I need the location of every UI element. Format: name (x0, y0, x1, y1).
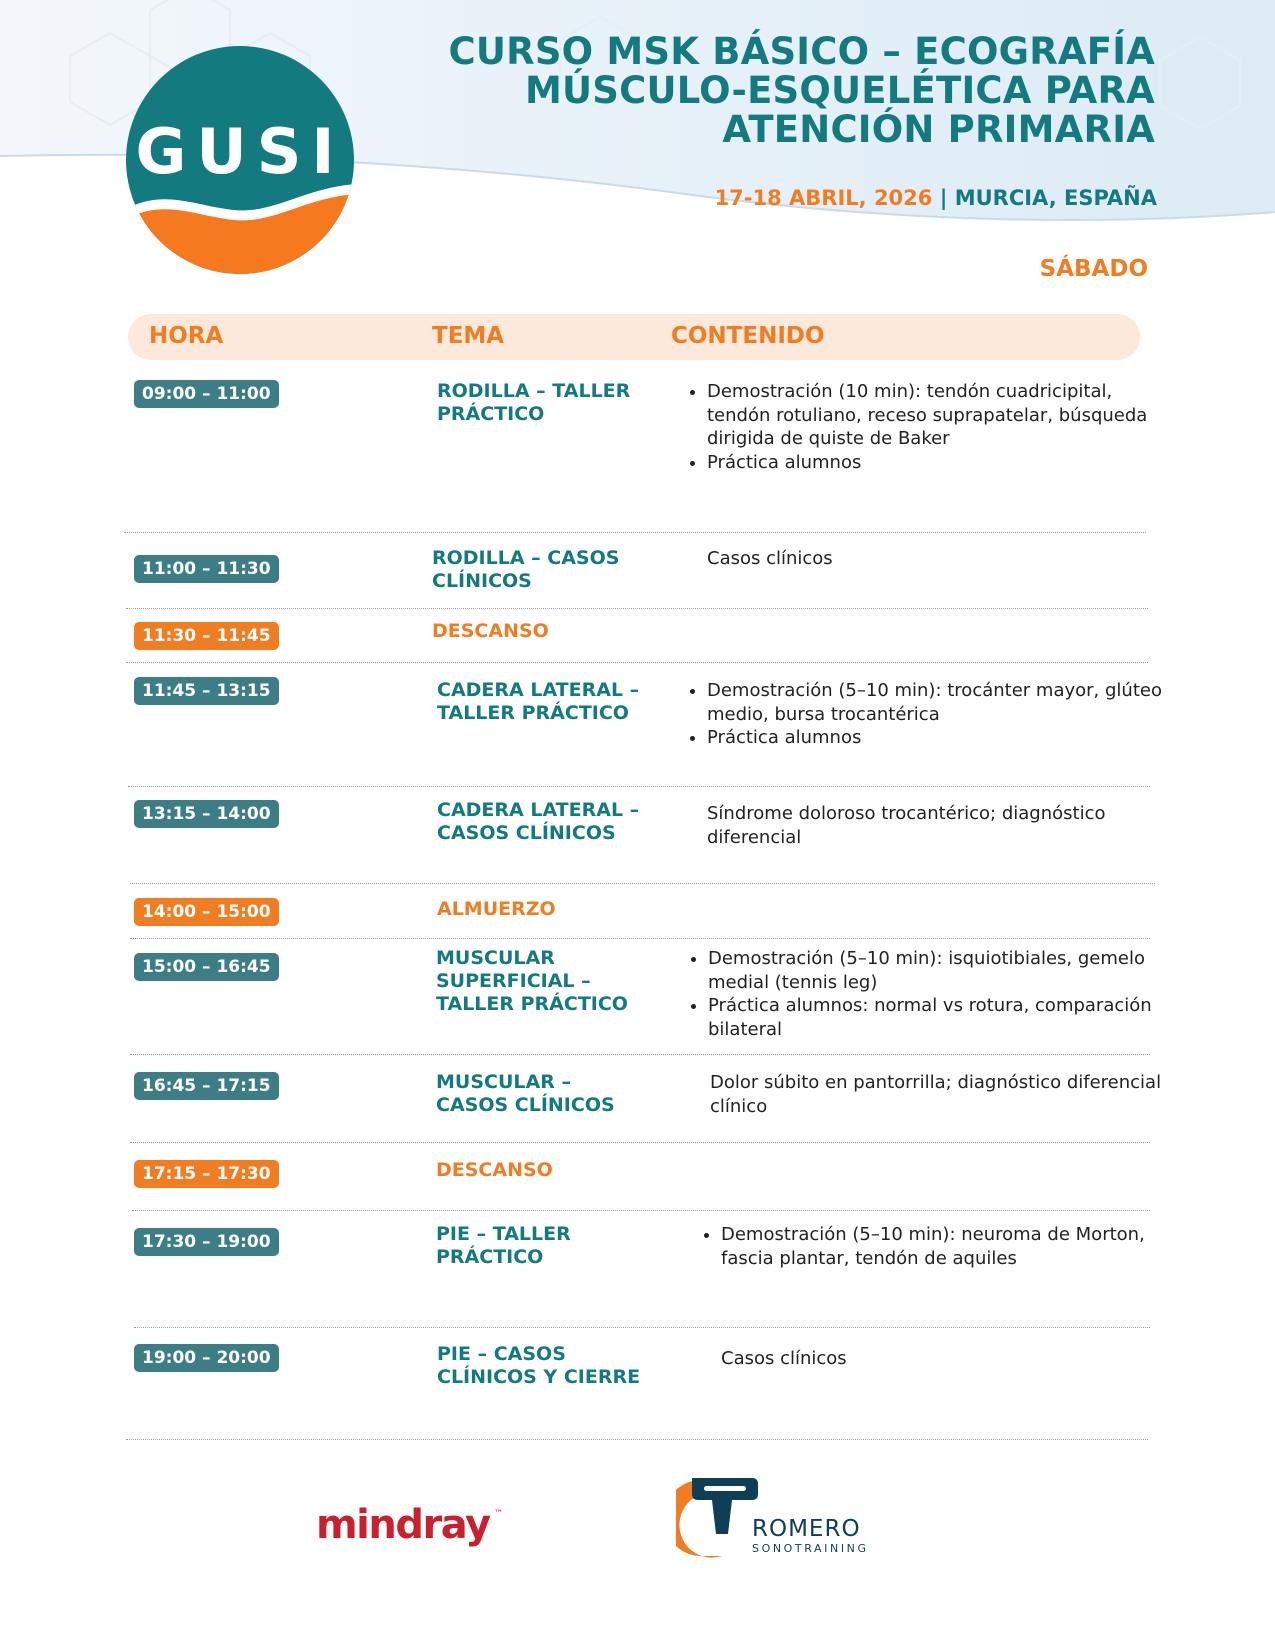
event-date: 17-18 ABRIL, 2026 (714, 186, 933, 210)
column-header-tema: TEMA (432, 323, 505, 349)
row-divider (126, 608, 1148, 609)
row-content: Dolor súbito en pantorrilla; diagnóstico diferencial clínico (710, 1072, 1162, 1117)
svg-text:™: ™ (494, 1509, 503, 1519)
column-header-hora: HORA (149, 323, 224, 349)
row-topic: MUSCULAR – CASOS CLÍNICOS (436, 1071, 615, 1116)
svg-text:ROMERO: ROMERO (752, 1516, 861, 1542)
content-bullet: • Demostración (5–10 min): neuroma de Morton, fascia plantar, tendón de aquiles (721, 1223, 1181, 1270)
title-line-1: CURSO MSK BÁSICO – ECOGRAFÍA (448, 30, 1155, 73)
row-divider (126, 662, 1148, 663)
row-topic: CADERA LATERAL – TALLER PRÁCTICO (437, 679, 640, 724)
row-content (684, 947, 1168, 1041)
table-header (128, 314, 1140, 360)
time-badge: 15:00 – 16:45 (134, 953, 279, 981)
time-badge: 17:15 – 17:30 (134, 1160, 279, 1188)
event-place: MURCIA, ESPAÑA (954, 186, 1157, 210)
title-line-3: ATENCIÓN PRIMARIA (722, 108, 1155, 151)
content-bullet: • Demostración (10 min): tendón cuadricipital, tendón rotuliano, receso suprapatelar, búsqueda dirigida de quiste de Baker (707, 380, 1167, 451)
time-badge: 17:30 – 19:00 (134, 1228, 279, 1256)
row-divider (130, 1054, 1150, 1055)
row-content: Casos clínicos (721, 1348, 847, 1369)
time-badge: 14:00 – 15:00 (134, 898, 279, 926)
row-content (697, 1223, 1181, 1270)
time-badge: 19:00 – 20:00 (134, 1344, 279, 1372)
row-topic: DESCANSO (432, 620, 549, 642)
gusi-logo (124, 44, 356, 276)
column-header-contenido: CONTENIDO (671, 323, 825, 349)
content-bullet: • Práctica alumnos (707, 726, 1167, 750)
row-topic: RODILLA – CASOS CLÍNICOS (432, 547, 620, 592)
title-line-2: MÚSCULO-ESQUELÉTICA PARA (525, 69, 1155, 112)
row-content (683, 679, 1167, 750)
time-badge: 11:45 – 13:15 (134, 677, 279, 705)
content-bullet: • Demostración (5–10 min): isquiotibiales, gemelo medial (tennis leg) (708, 947, 1168, 994)
romero-sonotraining-logo (676, 1474, 896, 1564)
row-divider (134, 1327, 1150, 1328)
row-content: Casos clínicos (707, 548, 833, 569)
date-location (715, 186, 1157, 210)
row-topic: PIE – TALLER PRÁCTICO (436, 1223, 571, 1268)
row-content: Síndrome doloroso trocantérico; diagnóstico diferencial (707, 803, 1106, 848)
time-badge: 13:15 – 14:00 (134, 800, 279, 828)
row-divider (132, 1210, 1150, 1211)
content-bullet: • Demostración (5–10 min): trocánter mayor, glúteo medio, bursa trocantérica (707, 679, 1167, 726)
time-badge: 16:45 – 17:15 (134, 1072, 279, 1100)
day-label: SÁBADO (1039, 256, 1148, 282)
row-divider (126, 1439, 1148, 1440)
content-bullet: • Práctica alumnos (707, 451, 1167, 475)
time-badge: 09:00 – 11:00 (134, 380, 279, 408)
row-divider (130, 1142, 1150, 1143)
logo-text: GUSI (135, 115, 345, 188)
svg-text:mindray: mindray (316, 1502, 490, 1548)
row-divider (130, 938, 1150, 939)
row-topic: DESCANSO (436, 1159, 553, 1181)
course-title (375, 32, 1155, 149)
time-badge: 11:30 – 11:45 (134, 622, 279, 650)
content-bullet: • Práctica alumnos: normal vs rotura, comparación bilateral (708, 994, 1168, 1041)
row-divider (128, 786, 1150, 787)
row-topic: PIE – CASOS CLÍNICOS Y CIERRE (437, 1343, 641, 1388)
row-topic: RODILLA – TALLER PRÁCTICO (437, 380, 631, 425)
mindray-logo (316, 1498, 506, 1554)
row-topic: CADERA LATERAL – CASOS CLÍNICOS (437, 799, 640, 844)
row-divider (130, 883, 1155, 884)
row-topic: ALMUERZO (437, 898, 556, 920)
time-badge: 11:00 – 11:30 (134, 555, 279, 583)
svg-text:SONOTRAINING: SONOTRAINING (752, 1542, 869, 1555)
row-content (683, 380, 1167, 474)
row-topic: MUSCULAR SUPERFICIAL – TALLER PRÁCTICO (436, 947, 628, 1015)
row-divider (124, 532, 1146, 533)
date-separator: | (939, 186, 948, 210)
